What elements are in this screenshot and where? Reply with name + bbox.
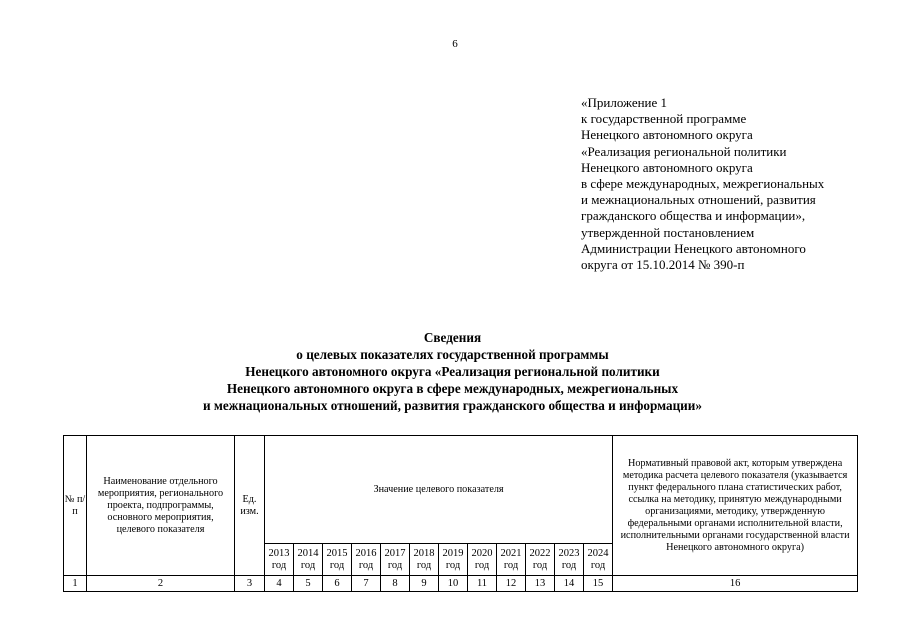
appendix-block xyxy=(581,95,881,273)
column-number: 3 xyxy=(235,576,265,592)
column-number: 4 xyxy=(265,576,294,592)
document-title xyxy=(150,329,755,414)
year-cell: 2020 год xyxy=(468,544,497,576)
year-cell: 2016 год xyxy=(352,544,381,576)
column-number: 6 xyxy=(323,576,352,592)
appendix-line: «Приложение 1 xyxy=(581,95,668,110)
appendix-line: Ненецкого автономного округа xyxy=(581,127,753,143)
column-number: 13 xyxy=(526,576,555,592)
indicators-table xyxy=(63,435,858,592)
year-cell: 2015 год xyxy=(323,544,352,576)
column-number: 1 xyxy=(64,576,87,592)
year-cell: 2017 год xyxy=(381,544,410,576)
column-number: 8 xyxy=(381,576,410,592)
appendix-line: округа от 15.10.2014 № 390-п xyxy=(581,257,745,273)
year-cell: 2018 год xyxy=(410,544,439,576)
header-value: Значение целевого показателя xyxy=(265,436,613,544)
header-num: № п/п xyxy=(64,436,87,576)
page-number: 6 xyxy=(452,38,458,50)
column-numbers-row xyxy=(64,576,858,592)
year-cell: 2022 год xyxy=(526,544,555,576)
column-number: 15 xyxy=(584,576,613,592)
column-number: 11 xyxy=(468,576,497,592)
appendix-line: Администрации Ненецкого автономного xyxy=(581,240,806,256)
column-number: 12 xyxy=(497,576,526,592)
year-cell: 2014 год xyxy=(294,544,323,576)
column-number: 16 xyxy=(613,576,858,592)
title-line: о целевых показателях государственной программы xyxy=(296,347,609,362)
appendix-line: в сфере международных, межрегиональных xyxy=(581,176,825,192)
appendix-line: «Реализация региональной политики xyxy=(581,143,787,159)
column-number: 2 xyxy=(87,576,235,592)
header-act: Нормативный правовой акт, которым утверждена методика расчета целевого показателя (указывается пункт федерального плана статистических работ, ссылка на методику, принятую международными организациями, методику, утвержденную федеральными органами исполнительной власти, исполнительными органами государственной власти Ненецкого автономного округа) xyxy=(613,436,858,576)
year-cell: 2023 год xyxy=(555,544,584,576)
title-line: и межнациональных отношений, развития гражданского общества и информации» xyxy=(203,398,702,413)
year-cell: 2024 год xyxy=(584,544,613,576)
year-cell: 2019 год xyxy=(439,544,468,576)
header-unit: Ед. изм. xyxy=(235,436,265,576)
appendix-line: гражданского общества и информации», xyxy=(581,208,806,224)
appendix-line: к государственной программе xyxy=(581,111,747,127)
header-name: Наименование отдельного мероприятия, регионального проекта, подпрограммы, основного мероприятия, целевого показателя xyxy=(87,436,235,576)
appendix-line: Ненецкого автономного округа xyxy=(581,159,753,175)
column-number: 9 xyxy=(410,576,439,592)
title-line: Ненецкого автономного округа «Реализация региональной политики xyxy=(245,364,660,379)
column-number: 7 xyxy=(352,576,381,592)
appendix-line: и межнациональных отношений, развития xyxy=(581,192,816,208)
year-cell: 2021 год xyxy=(497,544,526,576)
title-line: Сведения xyxy=(423,330,482,345)
column-number: 14 xyxy=(555,576,584,592)
year-cell: 2013 год xyxy=(265,544,294,576)
column-number: 10 xyxy=(439,576,468,592)
title-line: Ненецкого автономного округа в сфере международных, межрегиональных xyxy=(226,381,679,396)
column-number: 5 xyxy=(294,576,323,592)
appendix-line: утвержденной постановлением xyxy=(581,224,755,240)
